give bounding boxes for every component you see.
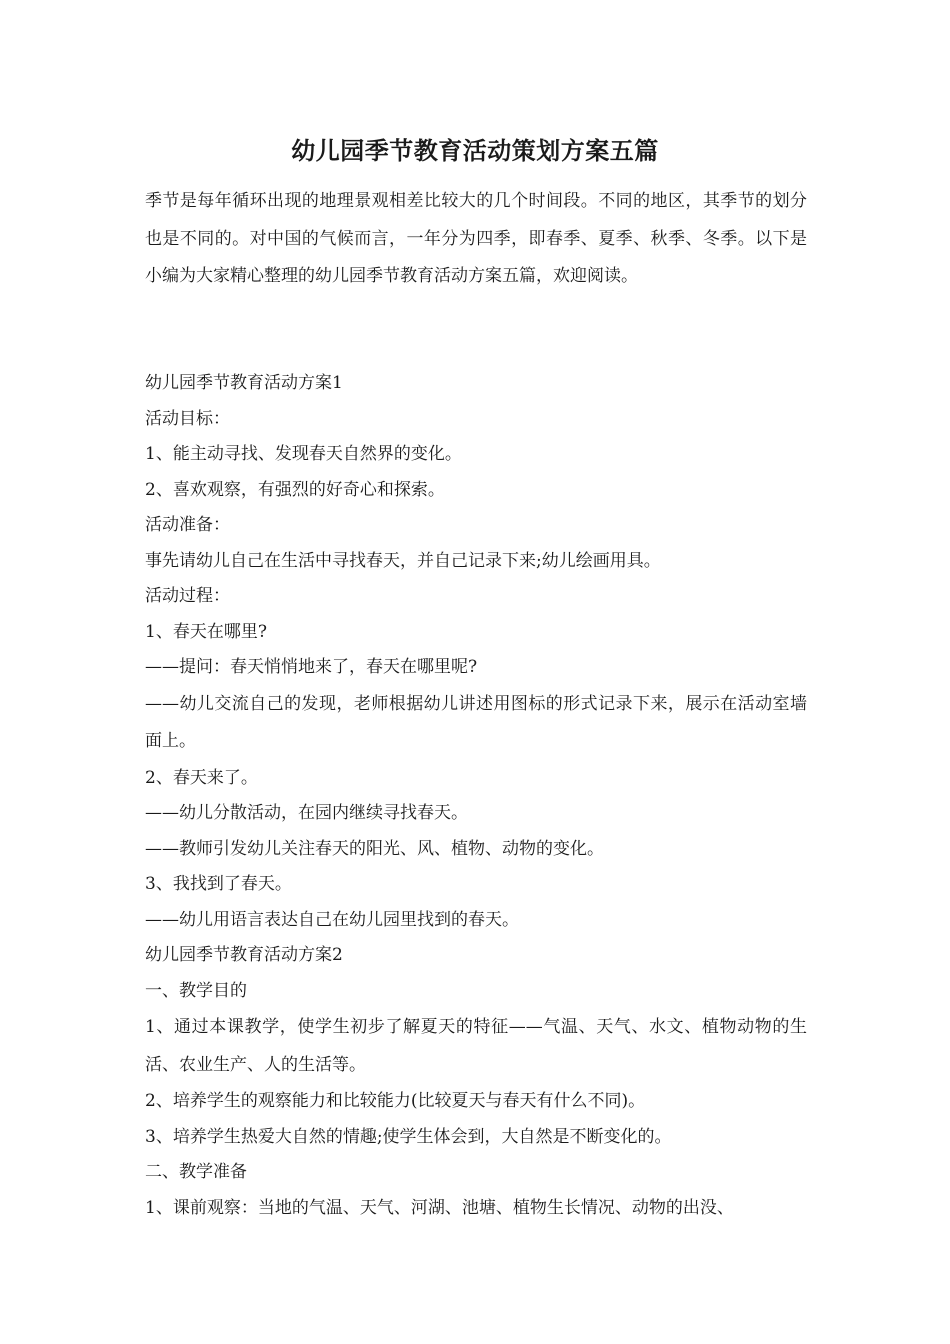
section-heading-plan-1: 幼儿园季节教育活动方案1 <box>145 373 343 393</box>
list-item: 1、春天在哪里? <box>145 621 267 642</box>
subheading-activity-preparation: 活动准备： <box>145 515 230 535</box>
list-item: 2、喜欢观察，有强烈的好奇心和探索。 <box>145 479 445 500</box>
dash-item: ——提问：春天悄悄地来了，春天在哪里呢? <box>145 657 478 677</box>
dash-item: ——幼儿交流自己的发现，老师根据幼儿讲述用图标的形式记录下来，展示在活动室墙面上。 <box>145 693 807 751</box>
subheading-activity-process: 活动过程： <box>145 586 230 606</box>
subheading-activity-goals: 活动目标： <box>145 408 230 429</box>
list-item: 1、能主动寻找、发现春天自然界的变化。 <box>145 444 462 464</box>
dash-item: ——幼儿用语言表达自己在幼儿园里找到的春天。 <box>145 909 519 930</box>
document-body <box>145 366 807 1226</box>
section-heading-plan-2: 幼儿园季节教育活动方案2 <box>145 945 343 965</box>
dash-item: ——幼儿分散活动，在园内继续寻找春天。 <box>145 803 468 823</box>
paragraph: 事先请幼儿自己在生活中寻找春天，并自己记录下来;幼儿绘画用具。 <box>145 550 661 571</box>
list-item: 3、我找到了春天。 <box>145 874 292 894</box>
list-item: 1、通过本课教学，使学生初步了解夏天的特征——气温、天气、水文、植物动物的生活、农业生产、人的生活等。 <box>145 1017 807 1075</box>
subheading-teaching-goals: 一、教学目的 <box>145 980 247 1001</box>
list-item: 2、春天来了。 <box>145 767 258 788</box>
list-item: 2、培养学生的观察能力和比较能力(比较夏天与春天有什么不同)。 <box>145 1091 646 1111</box>
list-item: 3、培养学生热爱大自然的情趣;使学生体会到，大自然是不断变化的。 <box>145 1126 672 1147</box>
document-title: 幼儿园季节教育活动策划方案五篇 <box>291 136 659 165</box>
subheading-teaching-preparation: 二、教学准备 <box>145 1162 247 1182</box>
dash-item: ——教师引发幼儿关注春天的阳光、风、植物、动物的变化。 <box>145 838 604 859</box>
list-item: 1、课前观察：当地的气温、天气、河湖、池塘、植物生长情况、动物的出没、 <box>145 1197 734 1218</box>
intro-paragraph: 季节是每年循环出现的地理景观相差比较大的几个时间段。不同的地区，其季节的划分也是不同的。对中国的气候而言，一年分为四季，即春季、夏季、秋季、冬季。以下是小编为大家精心整理的幼儿园季节教育活动方案五篇，欢迎阅读。 <box>145 191 807 286</box>
